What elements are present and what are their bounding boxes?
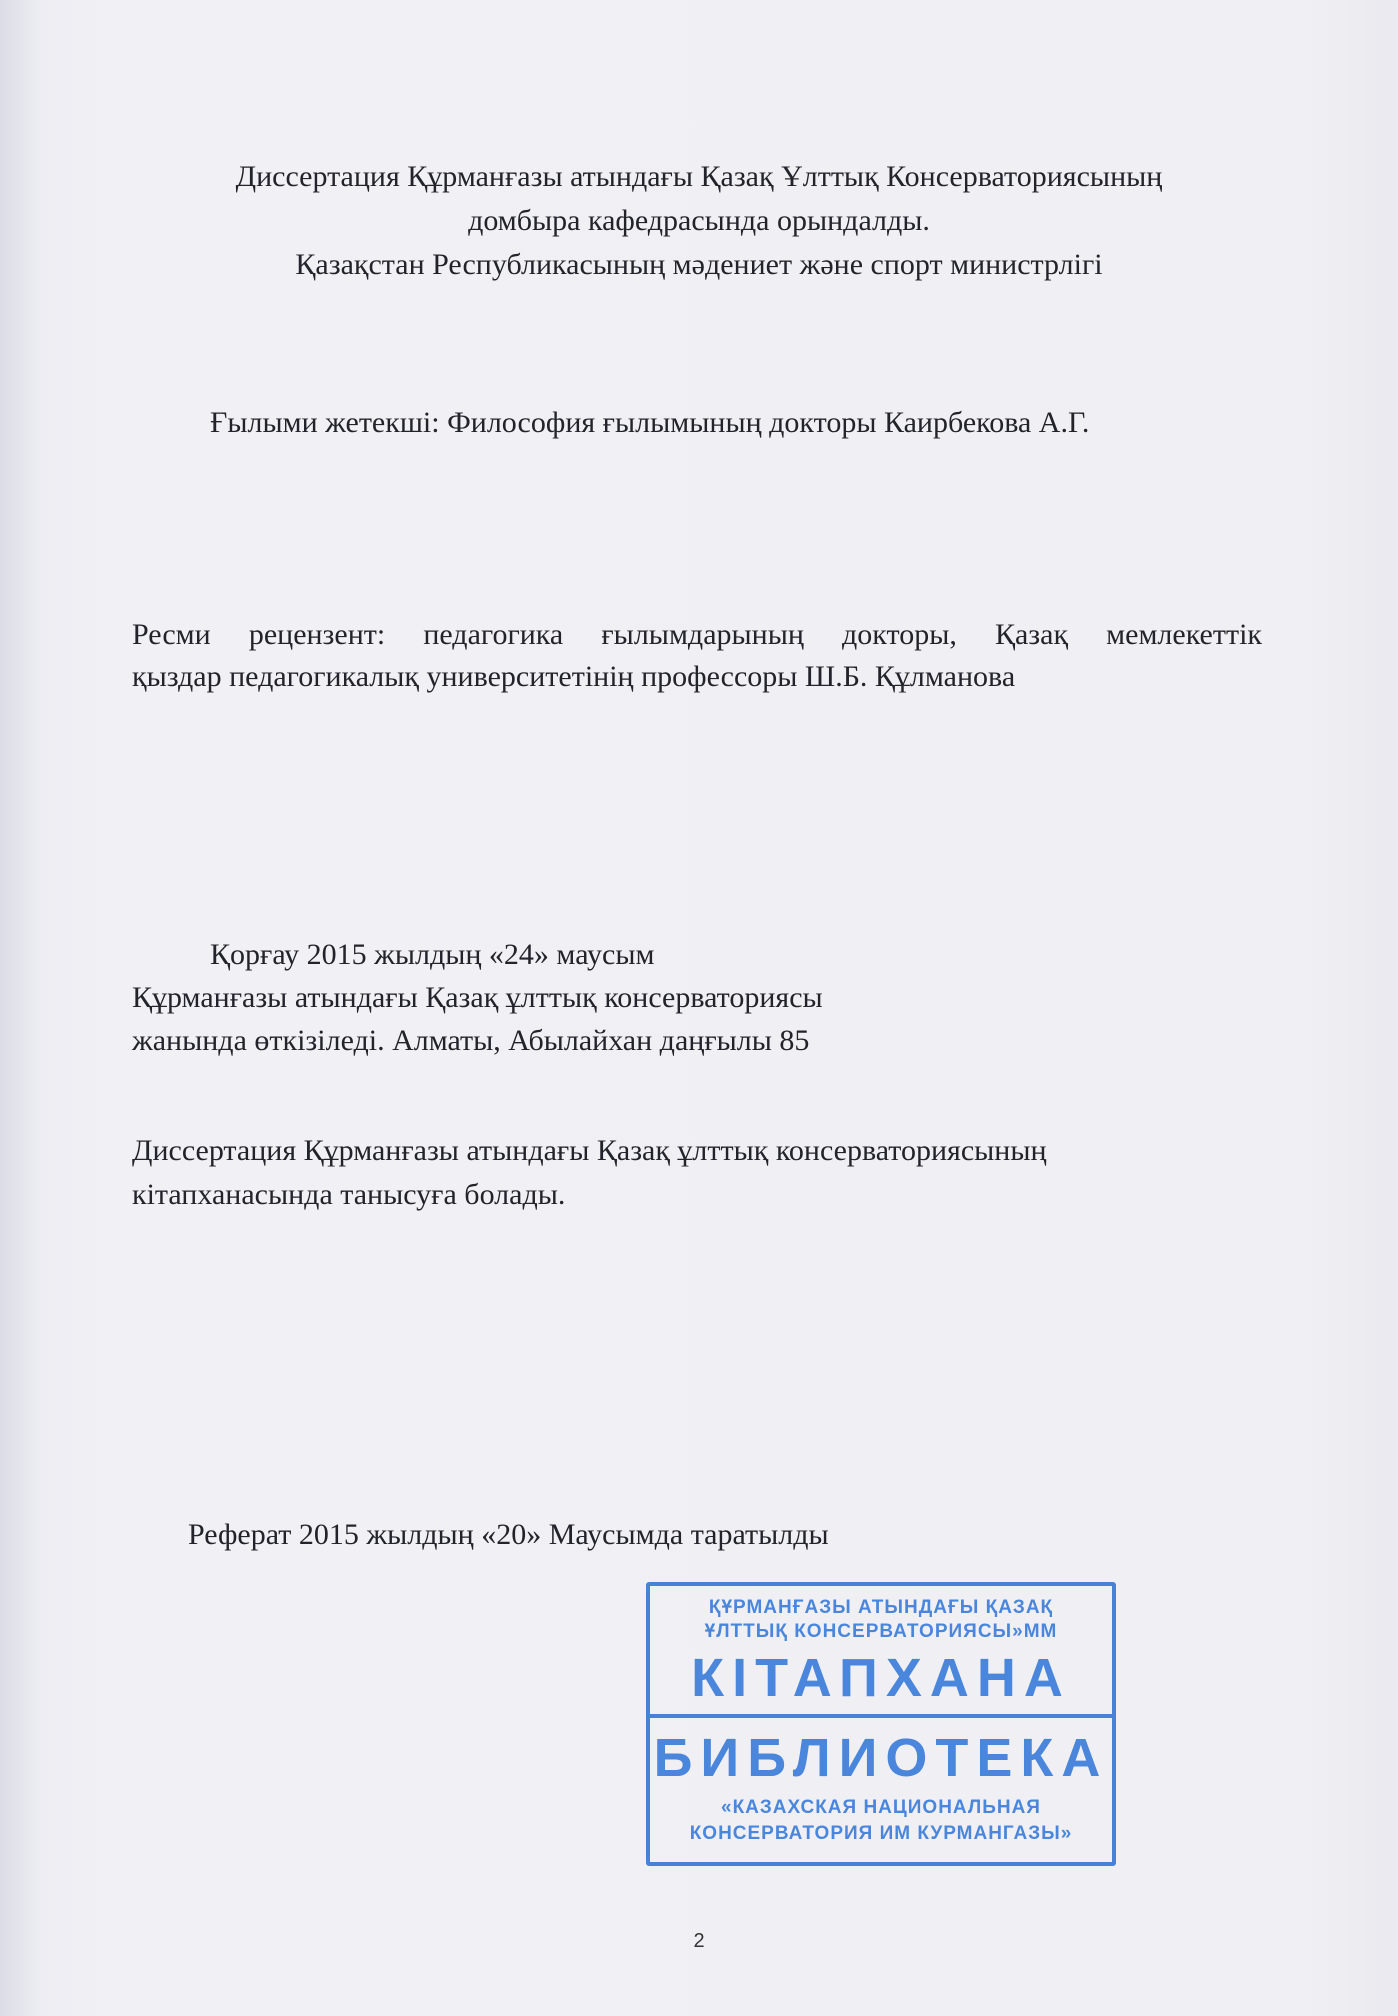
header-line-3: Қазақстан Республикасының мәдениет және спорт министрлігі [295, 248, 1103, 281]
supervisor-line: Ғылыми жетекші: Философия ғылымының докторы Каирбекова А.Г. [210, 406, 1090, 439]
stamp-title-kz: КІТАПХАНА [691, 1648, 1071, 1708]
library-stamp [646, 1582, 1116, 1866]
defense-line-1: Қорғау 2015 жылдың «24» маусым [210, 938, 655, 971]
library-note-line-1: Диссертация Құрманғазы атындағы Қазақ ұлттық консерваториясының [132, 1134, 1047, 1167]
header-line-2: домбыра кафедрасында орындалды. [468, 204, 930, 237]
reviewer-line-2: қыздар педагогикалық университетінің профессоры Ш.Б. Құлманова [132, 660, 1016, 693]
stamp-divider [650, 1714, 1112, 1718]
abstract-sent-line: Реферат 2015 жылдың «20» Маусымда таратылды [188, 1518, 829, 1551]
stamp-title-ru: БИБЛИОТЕКА [653, 1728, 1109, 1788]
page-number: 2 [693, 1930, 705, 1952]
header-line-1: Диссертация Құрманғазы атындағы Қазақ Ұлттық Консерваториясының [235, 160, 1163, 193]
stamp-top-line-2: ҰЛТТЫҚ КОНСЕРВАТОРИЯСЫ»ММ [704, 1621, 1058, 1642]
stamp-bottom-line-1: «КАЗАХСКАЯ НАЦИОНАЛЬНАЯ [721, 1797, 1041, 1818]
stamp-top-line-1: ҚҰРМАНҒАЗЫ АТЫНДАҒЫ ҚАЗАҚ [708, 1597, 1054, 1618]
reviewer-paragraph [132, 614, 1262, 698]
reviewer-line-1: Ресми рецензент: педагогика ғылымдарының докторы, Қазақ мемлекеттік [132, 618, 1262, 651]
defense-line-3: жанында өткізіледі. Алматы, Абылайхан даңғылы 85 [132, 1024, 810, 1057]
defense-line-2: Құрманғазы атындағы Қазақ ұлттық консерваториясы [132, 981, 823, 1014]
library-note-line-2: кітапханасында танысуға болады. [132, 1178, 566, 1211]
stamp-bottom-line-2: КОНСЕРВАТОРИЯ ИМ КУРМАНГАЗЫ» [689, 1823, 1073, 1844]
